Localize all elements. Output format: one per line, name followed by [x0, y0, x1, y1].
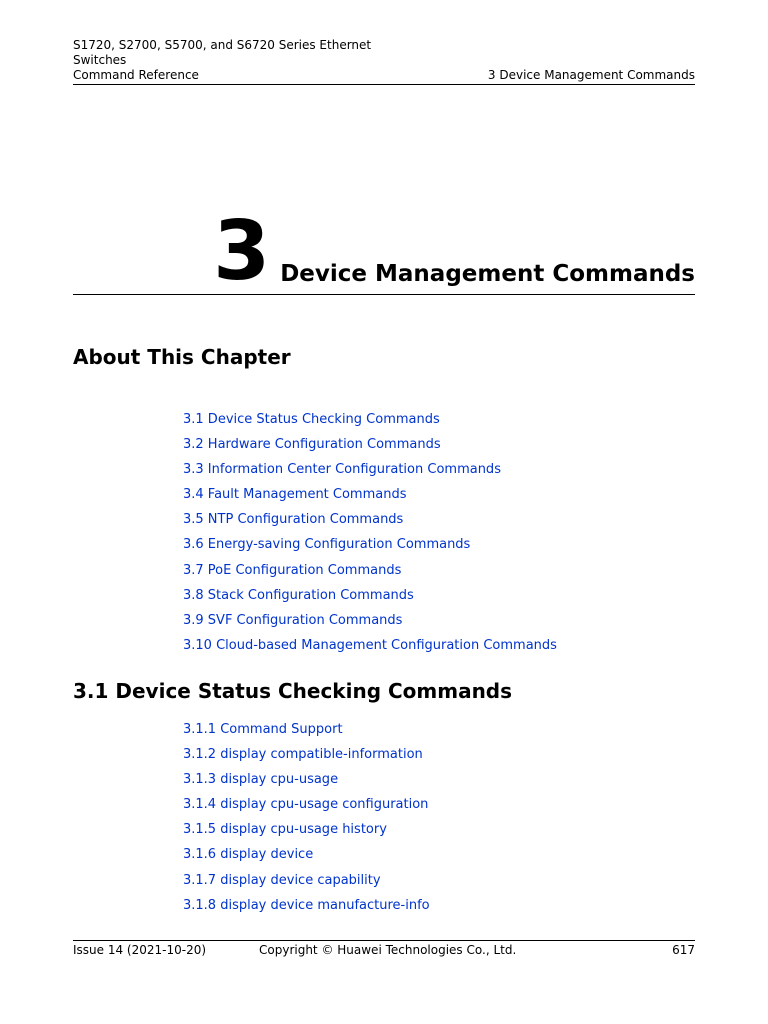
header-chapter: 3 Device Management Commands	[487, 68, 695, 82]
header-product-line2: Switches	[73, 53, 127, 67]
toc-link-3-10[interactable]: 3.10 Cloud-based Management Configuration Commands	[183, 637, 557, 653]
section-heading: 3.1 Device Status Checking Commands	[73, 679, 513, 703]
toc-link-3-1-1[interactable]: 3.1.1 Command Support	[183, 722, 343, 737]
toc-link-3-4[interactable]: 3.4 Fault Management Commands	[183, 487, 407, 503]
list-item	[183, 797, 430, 813]
list-item	[183, 462, 557, 478]
toc-link-3-5[interactable]: 3.5 NTP Configuration Commands	[183, 512, 404, 528]
list-item	[183, 822, 430, 838]
about-heading: About This Chapter	[73, 345, 291, 369]
list-item	[183, 512, 557, 528]
list-item	[183, 613, 557, 629]
header-document: Command Reference	[73, 68, 199, 82]
toc-link-3-2[interactable]: 3.2 Hardware Configuration Commands	[183, 437, 441, 453]
toc-link-3-7[interactable]: 3.7 PoE Configuration Commands	[183, 562, 402, 578]
list-item	[183, 847, 430, 863]
list-item	[183, 563, 557, 579]
toc-link-3-1-2[interactable]: 3.1.2 display compatible-information	[183, 747, 423, 763]
list-item	[183, 588, 557, 604]
toc-link-3-3[interactable]: 3.3 Information Center Configuration Commands	[183, 462, 501, 478]
list-item	[183, 487, 557, 503]
list-item	[183, 873, 430, 889]
toc-link-3-1[interactable]: 3.1 Device Status Checking Commands	[183, 412, 440, 427]
list-item	[183, 638, 557, 654]
list-item	[183, 772, 430, 788]
header-product-line1: S1720, S2700, S5700, and S6720 Series Ethernet	[73, 38, 372, 52]
about-link-list	[183, 412, 557, 663]
toc-link-3-8[interactable]: 3.8 Stack Configuration Commands	[183, 587, 414, 603]
footer-issue: Issue 14 (2021-10-20)	[73, 943, 207, 957]
footer-page-number: 617	[672, 943, 695, 957]
list-item	[183, 412, 557, 428]
page-header	[73, 38, 695, 85]
list-item	[183, 898, 430, 914]
footer-copyright: Copyright © Huawei Technologies Co., Ltd.	[259, 943, 517, 957]
section-link-list	[183, 722, 430, 923]
list-item	[183, 722, 430, 738]
list-item	[183, 437, 557, 453]
toc-link-3-1-6[interactable]: 3.1.6 display device	[183, 847, 314, 863]
toc-link-3-9[interactable]: 3.9 SVF Configuration Commands	[183, 612, 403, 628]
toc-link-3-1-3[interactable]: 3.1.3 display cpu-usage	[183, 772, 339, 788]
toc-link-3-1-4[interactable]: 3.1.4 display cpu-usage configuration	[183, 797, 429, 813]
chapter-name: Device Management Commands	[280, 261, 695, 287]
list-item	[183, 537, 557, 553]
list-item	[183, 747, 430, 763]
chapter-title	[73, 204, 695, 299]
chapter-number: 3	[213, 204, 271, 299]
toc-link-3-1-7[interactable]: 3.1.7 display device capability	[183, 872, 381, 888]
toc-link-3-6[interactable]: 3.6 Energy-saving Configuration Commands	[183, 537, 471, 553]
toc-link-3-1-8[interactable]: 3.1.8 display device manufacture-info	[183, 897, 430, 913]
toc-link-3-1-5[interactable]: 3.1.5 display cpu-usage history	[183, 822, 387, 838]
header-row	[73, 68, 695, 83]
page-footer	[73, 940, 695, 958]
